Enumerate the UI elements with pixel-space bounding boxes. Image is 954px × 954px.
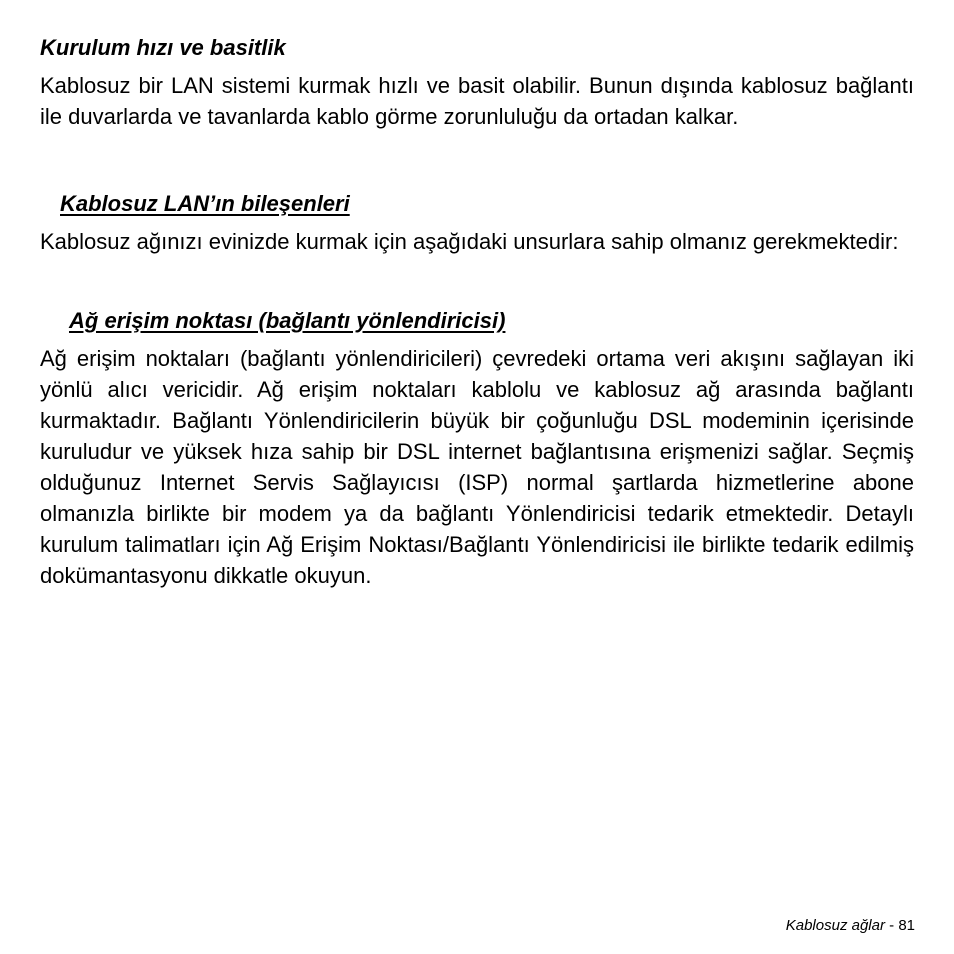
- section-body-access-point: Ağ erişim noktaları (bağlantı yönlendiricileri) çevredeki ortama veri akışını sağlayan iki yönlü alıcı vericidir. Ağ erişim noktaları kablolu ve kablosuz ağ arasında bağlantı kurmaktadır. Bağlantı Yönlendiricilerin büyük bir çoğunluğu DSL modeminin içerisinde kuruludur ve yüksek hıza sahip bir DSL internet bağlantısına erişmenizi sağlar. Seçmiş olduğunuz Internet Servis Sağlayıcısı (ISP) normal şartlarda hizmetlerine abone olmanızla birlikte bir modem ya da bağlantı Yönlendiricisi tedarik etmektedir. Detaylı kurulum talimatları için Ağ Erişim Noktası/Bağlantı Yönlendiricisi ile birlikte tedarik edilmiş dokümantasyonu dikkatle okuyun.: [40, 346, 914, 588]
- section-body-wlan-components: Kablosuz ağınızı evinizde kurmak için aşağıdaki unsurlara sahip olmanız gerekmektedir:: [40, 229, 899, 254]
- page-footer: [786, 917, 915, 935]
- section-heading-access-point: Ağ erişim noktası (bağlantı yönlendiricisi): [69, 308, 506, 333]
- page-number: 81: [898, 917, 915, 934]
- section-heading-setup-speed: Kurulum hızı ve basitlik: [40, 35, 286, 60]
- section-body-setup-speed: Kablosuz bir LAN sistemi kurmak hızlı ve basit olabilir. Bunun dışında kablosuz bağlantı ile duvarlarda ve tavanlarda kablo görme zorunluluğu da ortadan kalkar.: [40, 73, 914, 129]
- section-heading-wlan-components: Kablosuz LAN’ın bileşenleri: [60, 191, 350, 216]
- footer-separator: -: [884, 917, 899, 934]
- footer-section-title: Kablosuz ağlar: [785, 917, 885, 934]
